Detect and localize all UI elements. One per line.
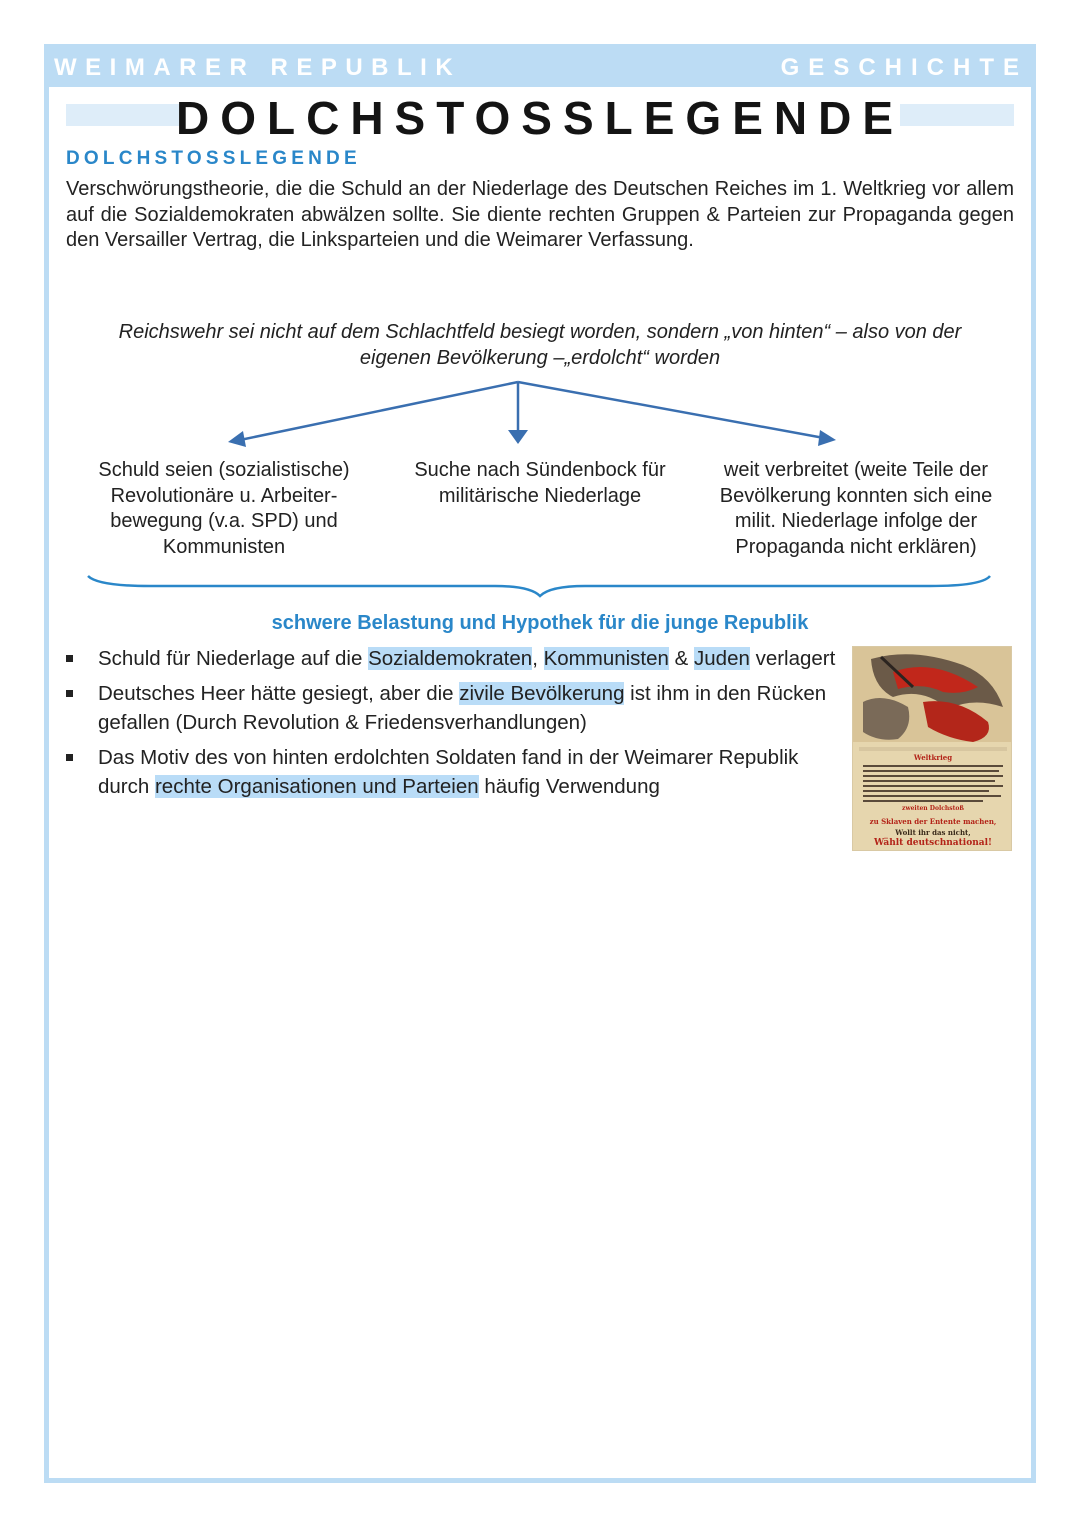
highlight-rechte-organisationen: rechte Organisationen und Parteien — [154, 775, 479, 798]
arrow-right-head — [818, 430, 836, 446]
branch-cause-text: Schuld seien (sozialistische) Revolutionäre u. Arbeiter-bewegung (v.a. SPD) und Kommunisten — [98, 459, 350, 558]
highlight-juden: Juden — [694, 647, 750, 670]
quote-line-2: eigenen Bevölkerung –„erdolcht“ worden — [359, 346, 721, 369]
poster-line-5: Wählt deutschnational! — [874, 838, 992, 848]
arrow-left-head — [228, 431, 246, 447]
page-title: DOLCHSTOSSLEGENDE — [176, 92, 904, 144]
branch-arrows — [0, 370, 1080, 460]
propaganda-poster-image — [852, 646, 1012, 851]
list-item: Deutsches Heer hätte gesiegt, aber die zivile Bevölkerung ist ihm in den Rücken gefallen (Durch Revolution & Friedensverhandlungen) — [66, 679, 846, 737]
list-item: Schuld für Niederlage auf die Sozialdemokraten, Kommunisten & Juden verlagert — [66, 644, 846, 673]
arrow-left-line — [240, 382, 518, 440]
list-item: Das Motiv des von hinten erdolchten Soldaten fand in der Weimarer Republik durch rechte Organisationen und Parteien häufig Verwendung — [66, 743, 846, 801]
header-subject-label: WEIMARER REPUBLIK — [54, 54, 462, 81]
branch-spread-text: weit verbreitet (weite Teile der Bevölkerung konnten sich eine milit. Niederlage infolge der Propaganda nicht erklären) — [719, 459, 993, 558]
section-heading: DOLCHSTOSSLEGENDE — [66, 148, 361, 169]
header-course-label: GESCHICHTE — [780, 54, 1028, 81]
conclusion-text: schwere Belastung und Hypothek für die junge Republik — [271, 612, 809, 634]
intro-paragraph: Verschwörungstheorie, die die Schuld an der Niederlage des Deutschen Reiches im 1. Weltkrieg vor allem auf die Sozialdemokraten abwälzen sollte. Sie diente rechten Gruppen & Parteien zur Propaganda gegen den Versailler Vertrag, die Linksparteien und die Weimarer Verfassung. — [66, 178, 1014, 251]
arrow-center-head — [508, 430, 528, 444]
bullet-marker — [66, 655, 73, 662]
highlight-zivile-bevoelkerung: zivile Bevölkerung — [459, 682, 625, 705]
arrow-right-line — [518, 382, 824, 438]
highlight-sozialdemokraten: Sozialdemokraten — [368, 647, 533, 670]
quote-line-1: Reichswehr sei nicht auf dem Schlachtfeld besiegt worden, sondern „von hinten“ – also von der — [118, 321, 962, 343]
bullet-marker — [66, 754, 73, 761]
diagram-quote — [90, 320, 990, 371]
poster-line-2: zweiten Dolchstoß — [902, 805, 964, 812]
bullet-marker — [66, 690, 73, 697]
poster-line-1: Weltkrieg — [913, 753, 953, 762]
highlight-kommunisten: Kommunisten — [543, 647, 669, 670]
bullet-list — [66, 644, 846, 807]
curly-brace — [0, 566, 1080, 606]
poster-line-3: zu Sklaven der Entente machen, — [869, 817, 997, 826]
poster-line-4: Wollt ihr das nicht, — [895, 828, 971, 837]
branch-scapegoat-text: Suche nach Sündenbock für militärische Niederlage — [414, 459, 666, 507]
